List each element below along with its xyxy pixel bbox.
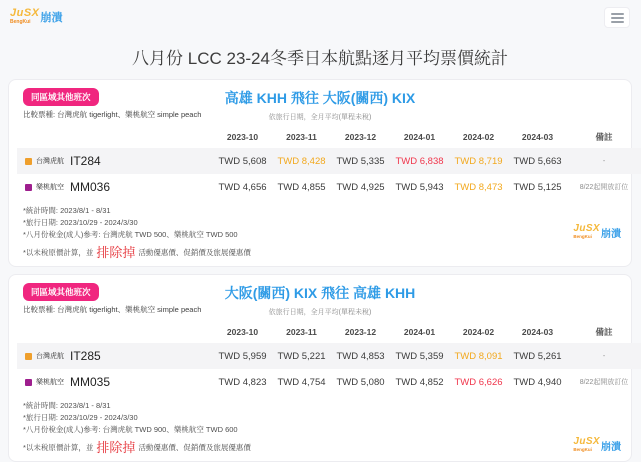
top-bar [0,0,640,36]
column-header: 2024-02 [462,132,495,142]
fare-cell: TWD 5,959 [218,350,267,362]
exclusion-highlight: 排除掉 [96,440,136,455]
exclusion-highlight: 排除掉 [96,245,136,260]
exclusion-prefix: *以未稅原價計算，並 [23,248,94,257]
fare-cell: TWD 4,855 [277,181,326,193]
footnote: *旅行日期: 2023/10/29 - 2024/3/30 [23,218,138,227]
fare-table-card-kix-khh [8,274,632,462]
logo-text-zh: 崩潰 [601,229,621,240]
exclusion-suffix: 活動優惠價、促銷價及旅展優惠價 [138,443,251,452]
airline-name: 台灣虎航 [36,353,64,360]
footnotes [17,400,623,454]
fare-cell: TWD 5,943 [395,181,444,193]
airline-name: 樂桃航空 [36,379,64,386]
fare-cell: TWD 4,853 [336,350,385,362]
fare-cell: TWD 8,091 [454,350,503,362]
column-header: 備註 [595,327,613,337]
column-header: 2023-11 [286,327,317,337]
footnote: *統計時間: 2023/8/1 - 8/31 [23,206,111,215]
same-region-flights-badge[interactable]: 同區域其他班次 [23,283,99,301]
route-title: 高雄 KHH 飛往 大阪(關西) KIX [224,90,416,106]
exclusion-prefix: *以未稅原價計算，並 [23,443,94,452]
logo-text-en: JuSX [573,436,600,447]
route-title: 大阪(關西) KIX 飛往 高雄 KHH [224,285,416,301]
fare-cell: TWD 4,656 [218,181,267,193]
column-header: 2023-11 [286,132,317,142]
remark-cell: - [602,352,606,360]
footnote: *八月份稅金(成人)參考: 台灣虎航 TWD 900、樂桃航空 TWD 600 [23,425,238,434]
column-header: 2023-12 [344,132,377,142]
footnote-exclusion [23,438,623,454]
flight-number: MM035 [70,375,111,389]
column-header: 2024-02 [462,327,495,337]
fare-cell: TWD 5,221 [277,350,326,362]
footnote-exclusion [23,243,623,259]
footnote: *統計時間: 2023/8/1 - 8/31 [23,401,111,410]
table-row [17,174,641,200]
table-header-row [17,128,641,148]
fare-cell: TWD 5,359 [395,350,444,362]
exclusion-suffix: 活動優惠價、促銷價及旅展優惠價 [138,248,251,257]
table-row [17,369,641,395]
remark-cell: 8/22起開放訂位 [579,184,629,191]
column-header: 2023-12 [344,327,377,337]
fare-cell: TWD 4,754 [277,376,326,388]
route-subtitle: 依旅行日期，全月平均(單程未稅) [268,309,372,316]
compare-fare-note: 比較票種: 台灣虎航 tigerlight、樂桃航空 simple peach [23,305,202,314]
table-row [17,148,641,174]
airline-name: 樂桃航空 [36,184,64,191]
peach-color-swatch [25,379,32,386]
fare-cell: TWD 6,626 [454,376,503,388]
fare-cell: TWD 5,335 [336,155,385,167]
fare-cell: TWD 8,719 [454,155,503,167]
logo-text-sub: BengKui [10,19,31,25]
compare-fare-note: 比較票種: 台灣虎航 tigerlight、樂桃航空 simple peach [23,110,202,119]
fare-table [17,128,641,200]
footnote: *八月份稅金(成人)參考: 台灣虎航 TWD 500、樂桃航空 TWD 500 [23,230,238,239]
airline-name: 台灣虎航 [36,158,64,165]
remark-cell: 8/22起開放訂位 [579,379,629,386]
fare-cell: TWD 4,823 [218,376,267,388]
column-header: 2024-03 [521,327,554,337]
column-header: 2023-10 [226,132,259,142]
logo-text-en: JuSX [10,7,40,19]
fare-cell: TWD 5,663 [513,155,562,167]
fare-cell: TWD 5,080 [336,376,385,388]
logo-text-zh: 崩潰 [40,12,63,24]
fare-cell: TWD 4,852 [395,376,444,388]
hamburger-menu-icon[interactable] [604,7,630,28]
footnotes [17,205,623,259]
logo-text-zh: 崩潰 [601,442,621,453]
route-subtitle: 依旅行日期，全月平均(單程未稅) [268,114,372,121]
tigerair-color-swatch [25,353,32,360]
fare-cell: TWD 8,473 [454,181,503,193]
site-logo[interactable] [10,8,63,25]
fare-cell: TWD 4,940 [513,376,562,388]
fare-cell: TWD 8,428 [277,155,326,167]
column-header: 2023-10 [226,327,259,337]
column-header: 2024-01 [403,132,436,142]
footnote: *旅行日期: 2023/10/29 - 2024/3/30 [23,413,138,422]
logo-text-sub: BengKui [573,234,592,239]
fare-cell: TWD 5,261 [513,350,562,362]
fare-cell: TWD 6,838 [395,155,444,167]
fare-table-card-khh-kix [8,79,632,267]
flight-number: MM036 [70,180,111,194]
column-header: 備註 [595,132,613,142]
watermark-logo [573,224,621,240]
column-header: 2024-01 [403,327,436,337]
fare-cell: TWD 5,608 [218,155,267,167]
flight-number: IT285 [70,349,101,363]
column-header: 2024-03 [521,132,554,142]
page-title: 八月份 LCC 23-24冬季日本航點逐月平均票價統計 [132,49,508,68]
fare-table [17,323,641,395]
logo-text-en: JuSX [573,223,600,234]
table-header-row [17,323,641,343]
watermark-logo [573,437,621,453]
same-region-flights-badge[interactable]: 同區域其他班次 [23,88,99,106]
logo-text-sub: BengKui [573,447,592,452]
table-row [17,343,641,369]
tigerair-color-swatch [25,158,32,165]
flight-number: IT284 [70,154,101,168]
fare-cell: TWD 5,125 [513,181,562,193]
fare-cell: TWD 4,925 [336,181,385,193]
remark-cell: - [602,157,606,165]
peach-color-swatch [25,184,32,191]
